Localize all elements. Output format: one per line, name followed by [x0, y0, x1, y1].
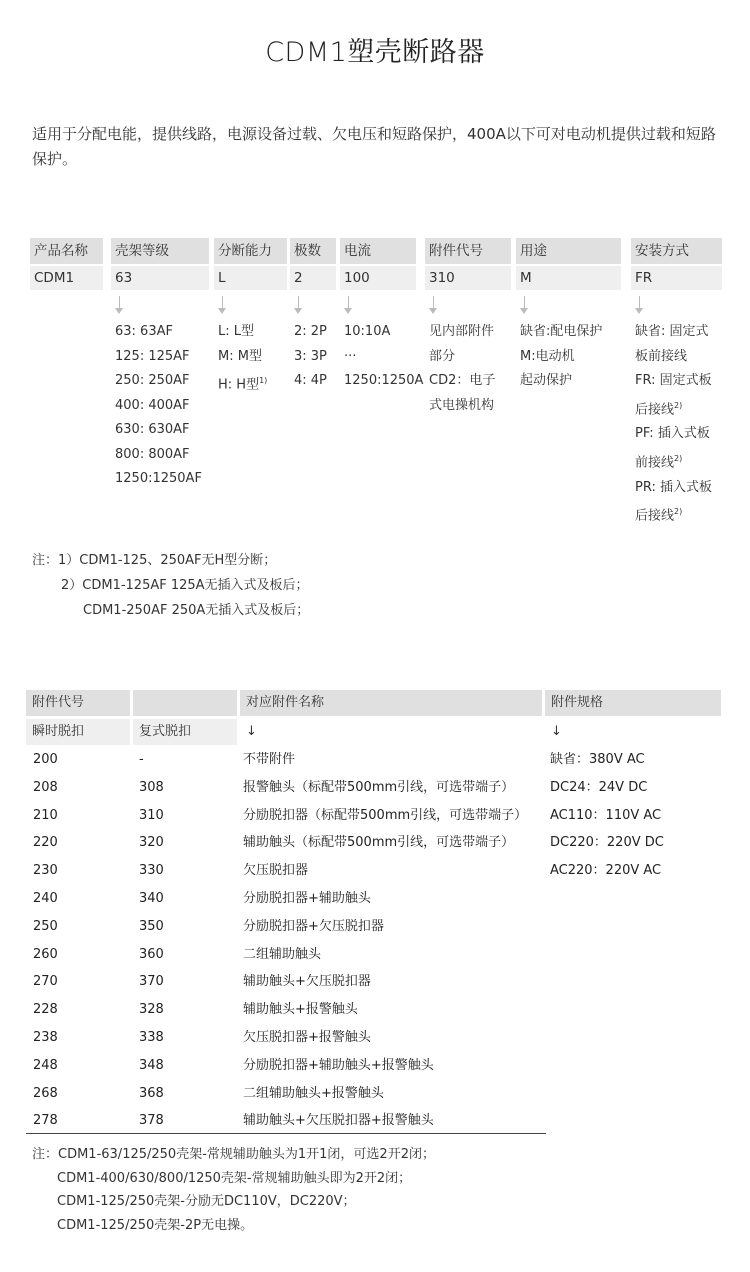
option-item — [115, 394, 209, 419]
down-arrow-icon: ↓ — [246, 724, 257, 739]
note-line: 注：CDM1-63/125/250壳架-常规辅助触头为1开1闭，可选2开2闭； — [32, 1147, 435, 1162]
cell-accessory-name: 分励脱扣器+辅助触头+报警触头 — [243, 1057, 434, 1073]
option-item — [635, 345, 722, 370]
option-item — [520, 345, 621, 370]
down-arrow-icon — [516, 290, 621, 320]
table-row — [26, 802, 726, 830]
ordering-column-header: 附件代号 — [425, 238, 511, 264]
option-text: 3: 3P — [294, 348, 327, 364]
option-text: L: L型 — [218, 324, 254, 339]
option-item — [294, 369, 336, 394]
cell-instant-code: 200 — [33, 752, 58, 767]
cell-compound-code: 368 — [139, 1085, 164, 1101]
option-item — [429, 394, 511, 419]
ordering-column-value: 310 — [425, 266, 511, 290]
ordering-column — [340, 238, 424, 394]
option-text: 后接线 — [635, 401, 675, 417]
option-text: 1250:1250A — [344, 373, 424, 388]
ordering-column-header: 分断能力 — [214, 238, 287, 264]
cell-instant-code: 228 — [33, 1002, 58, 1018]
option-item — [344, 369, 424, 394]
ordering-column — [425, 238, 511, 418]
cell-compound-code: 370 — [139, 974, 164, 990]
option-text: 800: 800AF — [115, 446, 190, 462]
down-arrow-icon: ↓ — [551, 724, 562, 739]
option-text: 见内部附件 — [429, 324, 495, 339]
subheader-instant-trip: 瞬时脱扣 — [26, 719, 130, 745]
table-bottom-rule — [26, 1133, 546, 1134]
option-text: PR: 插入式板 — [635, 479, 712, 495]
ordering-column — [214, 238, 287, 398]
cell-instant-code: 238 — [33, 1030, 58, 1045]
cell-accessory-name: 欠压脱扣器+报警触头 — [243, 1030, 371, 1045]
option-text: 4: 4P — [294, 373, 327, 388]
option-item — [344, 320, 416, 345]
cell-instant-code: 248 — [33, 1057, 58, 1073]
note-line: 2）CDM1-125AF 125A无插入式及板后； — [61, 578, 309, 593]
cell-compound-code: 338 — [139, 1030, 164, 1045]
option-item — [429, 320, 511, 345]
ordering-column-value: FR — [631, 266, 722, 290]
cell-instant-code: 240 — [33, 891, 58, 906]
cell-accessory-spec: 缺省：380V AC — [550, 752, 645, 767]
cell-accessory-name: 辅助触头+欠压脱扣器+报警触头 — [243, 1113, 434, 1129]
note-line: 注：1）CDM1-125、250AF无H型分断； — [32, 553, 277, 568]
table-row — [26, 857, 726, 885]
cell-accessory-name: 辅助触头（标配带500mm引线，可选带端子） — [243, 835, 515, 851]
option-text: 部分 — [429, 348, 456, 364]
option-text: 起动保护 — [520, 373, 573, 388]
option-item — [635, 500, 722, 529]
ordering-column-header: 极数 — [290, 238, 336, 264]
ordering-column — [516, 238, 621, 394]
cell-accessory-name: 辅助触头+报警触头 — [243, 1002, 358, 1018]
cell-accessory-spec: AC220：220V AC — [550, 863, 662, 879]
down-arrow-icon — [425, 290, 511, 320]
option-item — [344, 345, 416, 370]
option-item — [218, 345, 287, 370]
ordering-column-header: 用途 — [516, 238, 621, 264]
cell-compound-code: 378 — [139, 1113, 164, 1129]
option-text: 630: 630AF — [115, 422, 190, 437]
option-item — [218, 369, 287, 398]
down-arrow-icon — [631, 290, 722, 320]
cell-instant-code: 220 — [33, 835, 58, 851]
option-text: M:电动机 — [520, 348, 575, 364]
table-row — [26, 913, 726, 941]
option-text: 400: 400AF — [115, 397, 190, 413]
cell-compound-code: 348 — [139, 1057, 164, 1073]
ordering-column-value: 2 — [290, 266, 336, 290]
option-item — [520, 369, 621, 394]
option-list — [214, 320, 287, 398]
option-item — [635, 320, 722, 345]
cell-instant-code: 270 — [33, 974, 58, 990]
option-item — [294, 345, 336, 370]
down-arrow-icon — [214, 290, 287, 320]
cell-compound-code: 350 — [139, 918, 164, 934]
cell-accessory-spec: DC220：220V DC — [550, 835, 664, 851]
table-row — [26, 746, 726, 774]
option-item — [429, 345, 511, 370]
ordering-column-value: 100 — [340, 266, 416, 290]
option-text: ··· — [344, 348, 357, 364]
option-text: 1250:1250AF — [115, 471, 202, 486]
header-accessory-code: 附件代号 — [26, 690, 130, 716]
option-item — [115, 369, 209, 394]
description: 适用于分配电能，提供线路，电源设备过载、欠电压和短路保护，400A以下可对电动机提供过载和短路保护。 — [32, 125, 716, 168]
table-row — [26, 941, 726, 969]
table-row — [26, 885, 726, 913]
ordering-column-header: 安装方式 — [631, 238, 722, 264]
ordering-column — [631, 238, 722, 529]
cell-compound-code: 340 — [139, 891, 164, 906]
table-row — [26, 774, 726, 802]
option-item — [218, 320, 287, 345]
subheader-compound-trip: 复式脱扣 — [133, 719, 237, 745]
table-row — [26, 1107, 726, 1135]
cell-instant-code: 230 — [33, 863, 58, 879]
option-text: 后接线 — [635, 508, 675, 524]
ordering-notes — [32, 548, 309, 623]
note-line: CDM1-125/250壳架-2P无电操。 — [57, 1217, 254, 1233]
option-list — [516, 320, 621, 394]
table-row — [26, 996, 726, 1024]
option-list — [425, 320, 511, 418]
footnote-marker: 2) — [674, 400, 683, 410]
option-text: 10:10A — [344, 324, 391, 339]
ordering-column — [30, 238, 103, 290]
cell-compound-code: 360 — [139, 946, 164, 962]
cell-instant-code: 278 — [33, 1113, 58, 1129]
option-text: 125: 125AF — [115, 348, 190, 364]
cell-accessory-name: 报警触头（标配带500mm引线，可选带端子） — [243, 779, 515, 795]
cell-instant-code: 210 — [33, 807, 58, 823]
footnote-marker: 2) — [674, 507, 683, 517]
cell-compound-code: 308 — [139, 779, 164, 795]
option-item — [635, 447, 722, 476]
cell-instant-code: 250 — [33, 918, 58, 934]
option-item — [115, 443, 209, 468]
cell-instant-code: 260 — [33, 946, 58, 962]
option-text: H: H型 — [218, 377, 260, 393]
note-line: CDM1-125/250壳架-分励无DC110V，DC220V； — [57, 1194, 356, 1209]
option-text: 前接线 — [635, 455, 675, 471]
option-list — [111, 320, 209, 492]
option-item — [115, 467, 209, 492]
cell-accessory-name: 分励脱扣器（标配带500mm引线，可选带端子） — [243, 807, 528, 823]
cell-accessory-name: 欠压脱扣器 — [243, 863, 309, 879]
ordering-column-value: L — [214, 266, 287, 290]
cell-accessory-name: 不带附件 — [243, 752, 296, 767]
footnote-marker: 2) — [674, 453, 683, 463]
cell-compound-code: - — [139, 752, 144, 767]
option-item — [115, 345, 209, 370]
table-row — [26, 968, 726, 996]
ordering-column-header: 产品名称 — [30, 238, 103, 264]
footnote-marker: 1) — [259, 376, 268, 385]
option-item — [635, 394, 722, 423]
option-item — [115, 418, 209, 443]
ordering-column-value: CDM1 — [30, 266, 103, 290]
cell-compound-code: 310 — [139, 807, 164, 823]
cell-accessory-name: 分励脱扣器+欠压脱扣器 — [243, 918, 384, 934]
option-text: CD2：电子 — [429, 373, 496, 388]
option-text: 缺省: 固定式 — [635, 324, 709, 339]
table-row — [26, 1052, 726, 1080]
option-item — [635, 369, 722, 394]
down-arrow-icon — [290, 290, 336, 320]
table-row — [26, 829, 726, 857]
cell-accessory-name: 二组辅助触头 — [243, 946, 322, 962]
option-item — [294, 320, 336, 345]
ordering-column-header: 电流 — [340, 238, 416, 264]
option-list — [340, 320, 424, 394]
option-text: 缺省:配电保护 — [520, 324, 603, 339]
ordering-column-value: 63 — [111, 266, 209, 290]
option-text: 板前接线 — [635, 348, 688, 364]
option-text: 式电操机构 — [429, 397, 495, 413]
table-row — [26, 1080, 726, 1108]
ordering-column-value: M — [516, 266, 621, 290]
option-list — [290, 320, 336, 394]
cell-accessory-name: 二组辅助触头+报警触头 — [243, 1085, 384, 1101]
note-line: CDM1-250AF 250A无插入式及板后； — [83, 603, 310, 618]
cell-compound-code: 328 — [139, 1002, 164, 1018]
option-text: PF: 插入式板 — [635, 426, 710, 442]
ordering-column — [111, 238, 209, 492]
cell-compound-code: 330 — [139, 863, 164, 879]
table-row — [26, 1024, 726, 1052]
option-list — [631, 320, 722, 529]
page-title: CDM1塑壳断路器 — [265, 37, 485, 68]
option-text: 2: 2P — [294, 324, 327, 339]
cell-instant-code: 268 — [33, 1085, 58, 1101]
cell-accessory-spec: DC24：24V DC — [550, 779, 648, 795]
option-text: 250: 250AF — [115, 373, 190, 388]
cell-accessory-name: 辅助触头+欠压脱扣器 — [243, 974, 371, 990]
cell-compound-code: 320 — [139, 835, 164, 851]
option-item — [429, 369, 511, 394]
header-accessory-code-blank — [133, 690, 237, 716]
ordering-column-header: 壳架等级 — [111, 238, 209, 264]
option-item — [635, 422, 722, 447]
cell-instant-code: 208 — [33, 779, 58, 795]
cell-accessory-name: 分励脱扣器+辅助触头 — [243, 891, 371, 906]
option-item — [520, 320, 621, 345]
option-text: M: M型 — [218, 348, 262, 364]
cell-accessory-spec: AC110：110V AC — [550, 807, 662, 823]
down-arrow-icon — [111, 290, 209, 320]
option-item — [635, 476, 722, 501]
header-accessory-name: 对应附件名称 — [240, 690, 542, 716]
option-text: FR: 固定式板 — [635, 373, 712, 388]
option-text: 63: 63AF — [115, 324, 173, 339]
accessory-notes — [32, 1143, 435, 1237]
ordering-column — [290, 238, 336, 394]
down-arrow-icon — [340, 290, 416, 320]
option-item — [115, 320, 209, 345]
header-accessory-spec: 附件规格 — [545, 690, 721, 716]
note-line: CDM1-400/630/800/1250壳架-常规辅助触头即为2开2闭； — [57, 1170, 412, 1186]
